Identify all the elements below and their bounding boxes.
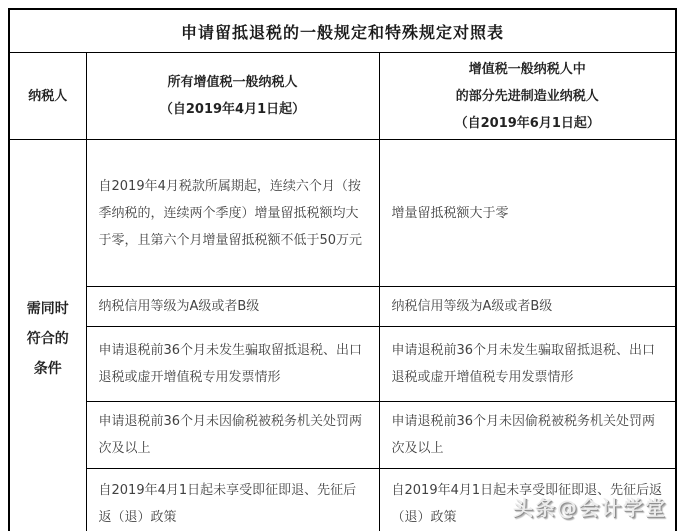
- comparison-table: [8, 8, 677, 531]
- header-row: [9, 53, 676, 140]
- condition-cell-general: 自2019年4月1日起未享受即征即退、先征后返（退）政策: [86, 469, 379, 531]
- header-general-taxpayers: [86, 53, 379, 140]
- condition-cell-general: 自2019年4月税款所属期起，连续六个月（按季纳税的，连续两个季度）增量留抵税额均大于零，且第六个月增量留抵税额不低于50万元: [86, 140, 379, 287]
- conditions-label-line-3: 条件: [33, 361, 62, 377]
- conditions-label: [9, 140, 86, 531]
- header-special-line-1: 增值税一般纳税人中: [468, 61, 586, 77]
- condition-row: [9, 327, 676, 402]
- condition-row: [9, 402, 676, 469]
- header-general-line-1: 所有增值税一般纳税人: [167, 75, 298, 90]
- condition-cell-special: 增量留抵税额大于零: [379, 140, 676, 287]
- condition-cell-special: 自2019年4月1日起未享受即征即退、先征后返（退）政策: [379, 469, 676, 531]
- condition-cell-general: 申请退税前36个月未因偷税被税务机关处罚两次及以上: [86, 402, 379, 469]
- header-taxpayer-label: [9, 53, 86, 140]
- table-title: 申请留抵退税的一般规定和特殊规定对照表: [9, 9, 676, 53]
- conditions-label-line-2: 符合的: [26, 331, 69, 347]
- title-row: [9, 9, 676, 53]
- watermark: 头条@会计学堂: [513, 496, 667, 520]
- condition-row: [9, 469, 676, 531]
- condition-cell-special: 纳税信用等级为A级或者B级: [379, 287, 676, 327]
- condition-cell-special: 申请退税前36个月未因偷税被税务机关处罚两次及以上: [379, 402, 676, 469]
- condition-row: [9, 140, 676, 287]
- condition-cell-general: 申请退税前36个月未发生骗取留抵退税、出口退税或虚开增值税专用发票情形: [86, 327, 379, 402]
- condition-cell-general: 纳税信用等级为A级或者B级: [86, 287, 379, 327]
- condition-row: [9, 287, 676, 327]
- header-advanced-manufacturing: [379, 53, 676, 140]
- header-taxpayer-text: 纳税人: [28, 88, 68, 104]
- condition-cell-special: 申请退税前36个月未发生骗取留抵退税、出口退税或虚开增值税专用发票情形: [379, 327, 676, 402]
- header-general-line-2: （自2019年4月1日起）: [159, 102, 306, 117]
- header-special-line-2: 的部分先进制造业纳税人: [455, 88, 599, 104]
- conditions-label-line-1: 需同时: [26, 301, 69, 317]
- header-special-line-3: （自2019年6月1日起）: [454, 115, 600, 131]
